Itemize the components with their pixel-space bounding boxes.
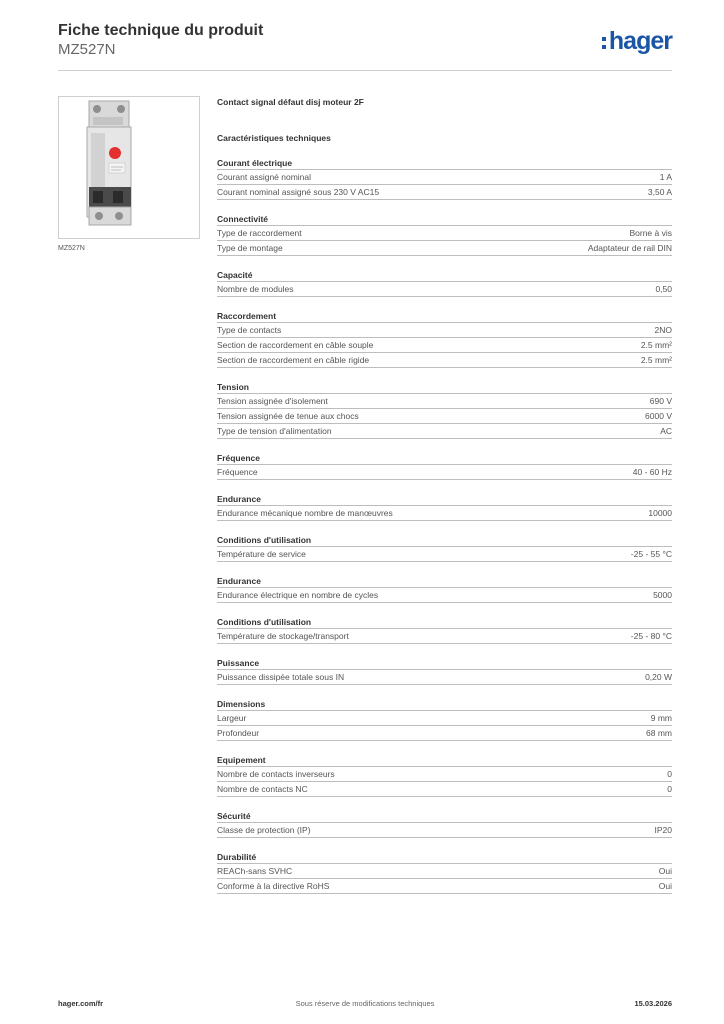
section-title: Courant électrique — [217, 157, 672, 170]
spec-label: Largeur — [217, 713, 247, 723]
spec-row — [217, 670, 672, 685]
spec-row — [217, 338, 672, 353]
spec-row — [217, 506, 672, 521]
spec-row — [217, 226, 672, 241]
spec-row — [217, 424, 672, 439]
spec-row — [217, 588, 672, 603]
spec-value: 68 mm — [646, 728, 672, 738]
spec-label: Nombre de contacts inverseurs — [217, 769, 335, 779]
spec-value: Adaptateur de rail DIN — [587, 243, 672, 253]
spec-value: 10000 — [648, 508, 672, 518]
spec-section — [217, 452, 672, 480]
spec-sections — [217, 157, 672, 894]
spec-row — [217, 711, 672, 726]
spec-section — [217, 698, 672, 741]
spec-section — [217, 269, 672, 297]
spec-label: Type de montage — [217, 243, 283, 253]
section-title: Equipement — [217, 754, 672, 767]
spec-value: IP20 — [654, 825, 672, 835]
spec-section — [217, 310, 672, 368]
spec-value: 0 — [667, 784, 672, 794]
spec-row — [217, 394, 672, 409]
spec-value: Borne à vis — [629, 228, 672, 238]
spec-content — [217, 96, 672, 894]
spec-label: Type de contacts — [217, 325, 282, 335]
spec-value: 9 mm — [650, 713, 672, 723]
spec-label: Fréquence — [217, 467, 258, 477]
spec-value: Oui — [658, 881, 672, 891]
spec-section — [217, 616, 672, 644]
spec-section — [217, 575, 672, 603]
spec-label: Endurance mécanique nombre de manœuvres — [217, 508, 393, 518]
section-title: Durabilité — [217, 851, 672, 864]
spec-label: Courant nominal assigné sous 230 V AC15 — [217, 187, 380, 197]
spec-value: 0 — [667, 769, 672, 779]
spec-label: Tension assignée de tenue aux chocs — [217, 411, 359, 421]
section-title: Connectivité — [217, 213, 672, 226]
section-title: Fréquence — [217, 452, 672, 465]
footer-notice: Sous réserve de modifications techniques — [295, 999, 435, 1008]
spec-row — [217, 409, 672, 424]
spec-label: Puissance dissipée totale sous IN — [217, 672, 345, 682]
spec-value: Oui — [658, 866, 672, 876]
spec-value: 2NO — [654, 325, 672, 335]
spec-value: 5000 — [653, 590, 672, 600]
spec-label: Nombre de contacts NC — [217, 784, 308, 794]
logo-text: hager — [608, 26, 672, 55]
spec-value: AC — [660, 426, 672, 436]
section-title: Dimensions — [217, 698, 672, 711]
spec-row — [217, 241, 672, 256]
spec-value: 3,50 A — [647, 187, 672, 197]
spec-section — [217, 493, 672, 521]
spec-value: -25 - 55 °C — [630, 549, 672, 559]
spec-row — [217, 282, 672, 297]
spec-row — [217, 823, 672, 838]
spec-section — [217, 381, 672, 439]
page-title: Fiche technique du produit — [58, 22, 264, 39]
section-title: Conditions d'utilisation — [217, 534, 672, 547]
spec-label: Température de service — [217, 549, 306, 559]
logo-colon-icon — [602, 37, 606, 49]
spec-value: 0,20 W — [645, 672, 672, 682]
product-image-caption: MZ527N — [58, 245, 85, 252]
page-footer — [58, 998, 672, 1010]
spec-label: Section de raccordement en câble rigide — [217, 355, 370, 365]
spec-label: REACh-sans SVHC — [217, 866, 293, 876]
footer-website: hager.com/fr — [58, 999, 104, 1008]
spec-label: Tension assignée d'isolement — [217, 396, 328, 406]
spec-value: 6000 V — [645, 411, 672, 421]
product-photo — [59, 97, 199, 238]
spec-section — [217, 657, 672, 685]
spec-value: 2.5 mm² — [640, 340, 672, 350]
spec-row — [217, 864, 672, 879]
spec-section — [217, 157, 672, 200]
footer-date: 15.03.2026 — [634, 999, 672, 1008]
spec-row — [217, 465, 672, 480]
section-title: Puissance — [217, 657, 672, 670]
spec-section — [217, 754, 672, 797]
spec-row — [217, 629, 672, 644]
spec-label: Nombre de modules — [217, 284, 294, 294]
tech-characteristics-heading: Caractéristiques techniques — [217, 133, 331, 143]
spec-section — [217, 810, 672, 838]
page-header — [58, 22, 672, 71]
spec-row — [217, 879, 672, 894]
section-title: Tension — [217, 381, 672, 394]
product-image — [58, 96, 200, 239]
spec-value: -25 - 80 °C — [630, 631, 672, 641]
indicator-light — [109, 147, 121, 159]
spec-label: Conforme à la directive RoHS — [217, 881, 330, 891]
spec-section — [217, 534, 672, 562]
spec-row — [217, 767, 672, 782]
spec-row — [217, 782, 672, 797]
spec-label: Endurance électrique en nombre de cycles — [217, 590, 379, 600]
spec-row — [217, 185, 672, 200]
spec-label: Section de raccordement en câble souple — [217, 340, 374, 350]
spec-label: Type de raccordement — [217, 228, 302, 238]
spec-value: 40 - 60 Hz — [632, 467, 672, 477]
section-title: Conditions d'utilisation — [217, 616, 672, 629]
spec-label: Profondeur — [217, 728, 260, 738]
section-title: Endurance — [217, 493, 672, 506]
spec-row — [217, 353, 672, 368]
section-title: Capacité — [217, 269, 672, 282]
product-description: Contact signal défaut disj moteur 2F — [217, 97, 364, 107]
spec-label: Type de tension d'alimentation — [217, 426, 332, 436]
spec-label: Température de stockage/transport — [217, 631, 349, 641]
product-reference: MZ527N — [58, 41, 116, 58]
spec-value: 1 A — [659, 172, 672, 182]
spec-row — [217, 726, 672, 741]
spec-row — [217, 547, 672, 562]
spec-section — [217, 851, 672, 894]
spec-section — [217, 213, 672, 256]
section-title: Sécurité — [217, 810, 672, 823]
section-title: Endurance — [217, 575, 672, 588]
spec-value: 0,50 — [655, 284, 672, 294]
section-title: Raccordement — [217, 310, 672, 323]
spec-row — [217, 323, 672, 338]
spec-value: 2.5 mm² — [640, 355, 672, 365]
spec-value: 690 V — [649, 396, 672, 406]
spec-label: Courant assigné nominal — [217, 172, 312, 182]
hager-logo — [602, 26, 672, 56]
spec-row — [217, 170, 672, 185]
spec-label: Classe de protection (IP) — [217, 825, 311, 835]
